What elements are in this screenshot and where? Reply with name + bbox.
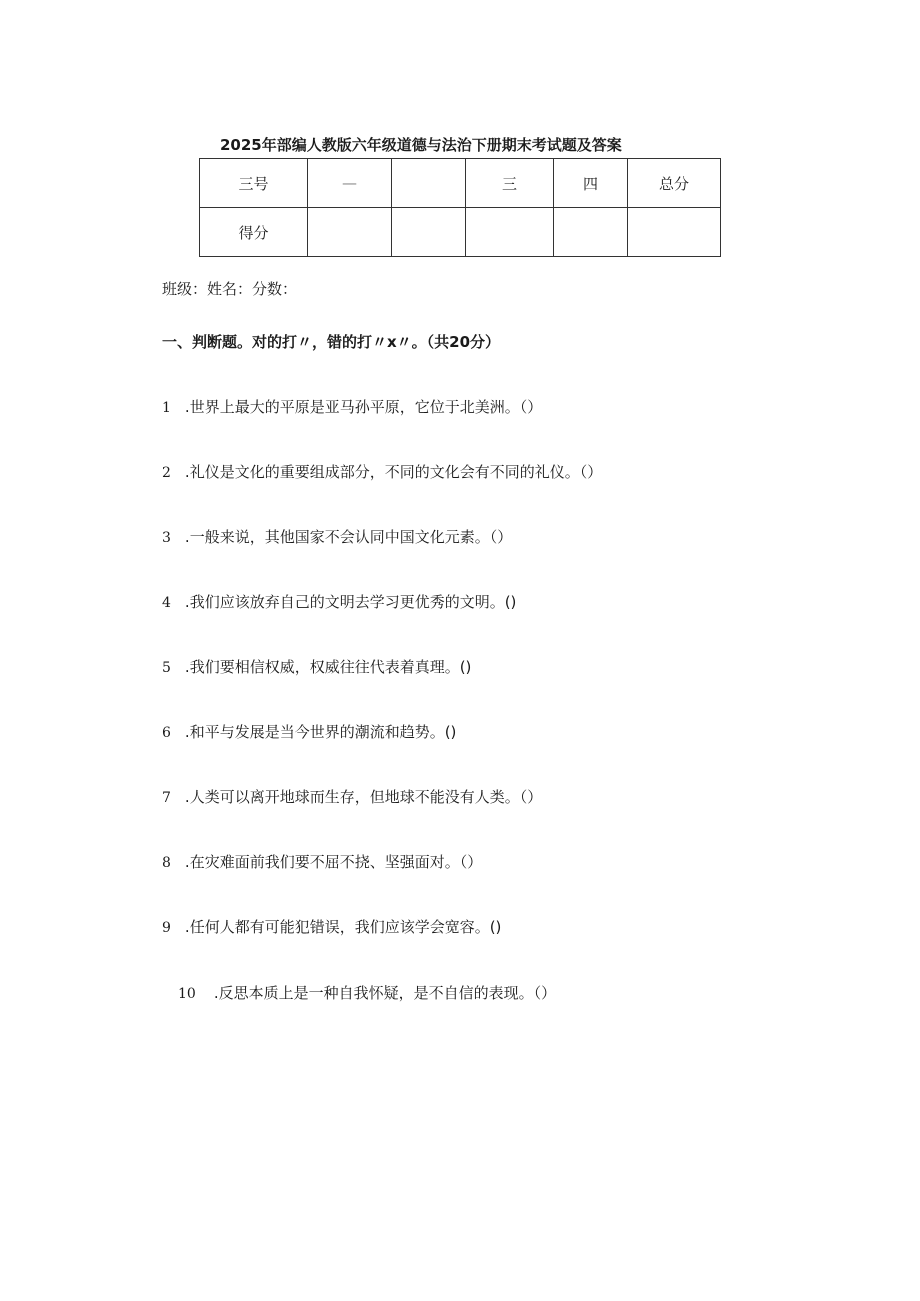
student-info-line: 班级：姓名：分数： — [162, 280, 298, 298]
question-text: .和平与发展是当今世界的潮流和趋势。() — [184, 723, 457, 741]
question-item — [162, 591, 516, 612]
section-heading: 一、判断题。对的打〃，错的打〃x〃。（共20分） — [162, 333, 501, 351]
score-input-cell[interactable] — [466, 208, 554, 257]
question-text: .我们要相信权威，权威往往代表着真理。() — [184, 658, 472, 676]
question-item — [162, 851, 482, 872]
question-text: .人类可以离开地球而生存，但地球不能没有人类。（） — [184, 788, 543, 806]
question-item — [162, 656, 471, 677]
question-item — [162, 721, 456, 742]
question-item — [162, 396, 542, 417]
question-item — [162, 526, 512, 547]
score-label-cell: 得分 — [200, 208, 308, 257]
document-title: 2025年部编人教版六年级道德与法治下册期末考试题及答案 — [220, 136, 622, 154]
question-number: 3 — [162, 530, 171, 546]
question-item — [162, 786, 542, 807]
question-number: 4 — [162, 595, 171, 611]
score-input-cell[interactable] — [308, 208, 392, 257]
question-number: 6 — [162, 725, 171, 741]
score-input-cell[interactable] — [554, 208, 628, 257]
question-number: 8 — [162, 855, 171, 871]
question-number: 7 — [162, 790, 171, 806]
question-number: 5 — [162, 660, 171, 676]
question-text: .任何人都有可能犯错误，我们应该学会宽容。() — [184, 918, 502, 936]
question-number: 1 — [162, 400, 171, 416]
question-text: .一般来说，其他国家不会认同中国文化元素。（） — [184, 528, 513, 546]
score-table-score-row — [200, 208, 721, 257]
question-item — [162, 461, 602, 482]
score-input-cell[interactable] — [628, 208, 721, 257]
score-input-cell[interactable] — [392, 208, 466, 257]
score-table-header-cell: 总分 — [628, 159, 721, 208]
question-text: .在灾难面前我们要不屈不挠、坚强面对。（） — [184, 853, 483, 871]
score-table-header-cell: 三号 — [200, 159, 308, 208]
score-table-header-cell: 四 — [554, 159, 628, 208]
score-table-header-cell: 三 — [466, 159, 554, 208]
score-table — [199, 158, 721, 257]
score-table-header-row — [200, 159, 721, 208]
question-item — [178, 982, 556, 1003]
question-number: 2 — [162, 465, 171, 481]
score-table-header-cell: — — [308, 159, 392, 208]
question-item — [162, 916, 501, 937]
question-number: 9 — [162, 920, 171, 936]
question-text: .反思本质上是一种自我怀疑，是不自信的表现。（） — [213, 984, 557, 1002]
question-text: .礼仪是文化的重要组成部分，不同的文化会有不同的礼仪。（） — [184, 463, 603, 481]
question-text: .我们应该放弃自己的文明去学习更优秀的文明。() — [184, 593, 517, 611]
score-table-header-cell — [392, 159, 466, 208]
question-text: .世界上最大的平原是亚马孙平原，它位于北美洲。（） — [184, 398, 543, 416]
question-number: 10 — [178, 986, 196, 1002]
